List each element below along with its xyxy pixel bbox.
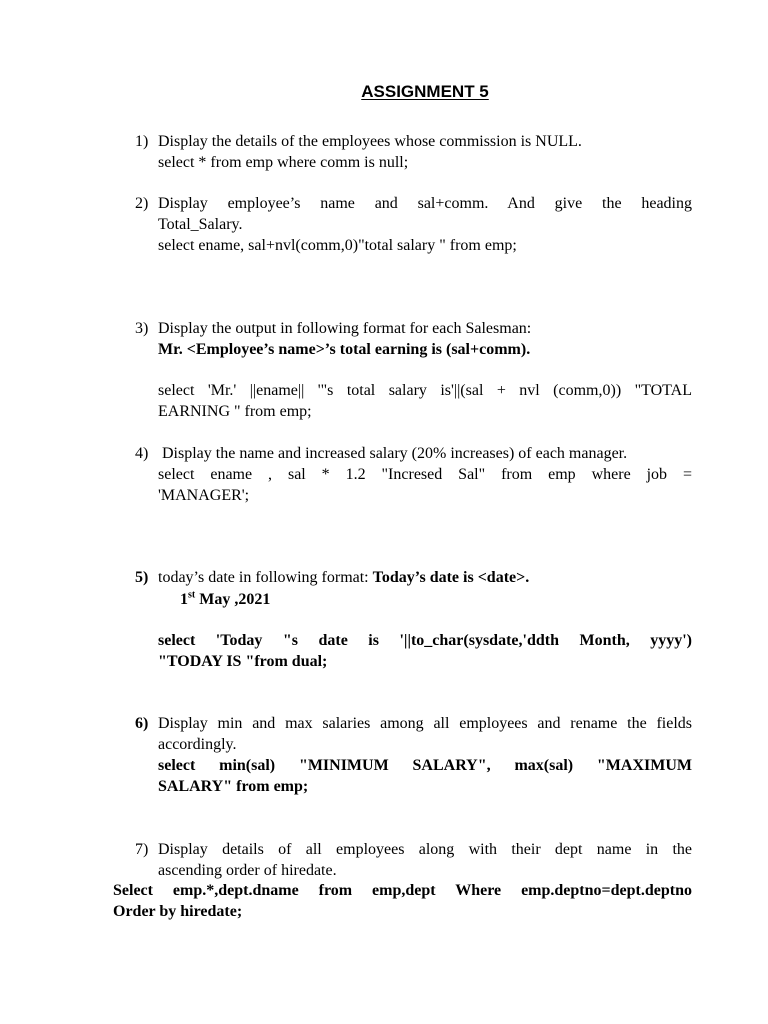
- q2-number: 2): [135, 195, 149, 212]
- page-title: ASSIGNMENT 5: [361, 82, 489, 101]
- q7-answer-line1: Select emp.*,dept.dname from emp,dept Where emp.deptno=dept.deptno: [113, 882, 692, 899]
- q5-example-sup: st: [188, 589, 196, 601]
- q5-question: [158, 568, 529, 588]
- q1-answer: select * from emp where comm is null;: [158, 154, 409, 171]
- q2-question-line1: Display employee’s name and sal+comm. And give the heading: [158, 195, 692, 212]
- q4-number: 4): [135, 445, 149, 462]
- q6-question-line1: Display min and max salaries among all employees and rename the fields: [158, 715, 692, 732]
- q6-question-line2: accordingly.: [158, 736, 237, 753]
- q2-question-line2: Total_Salary.: [158, 216, 243, 233]
- q4-answer-line2: 'MANAGER';: [158, 487, 250, 504]
- q6-number: 6): [135, 715, 149, 732]
- q3-question: Display the output in following format for each Salesman:: [158, 320, 532, 337]
- q5-number: 5): [135, 569, 149, 586]
- q4-answer-line1: select ename , sal * 1.2 "Incresed Sal" from emp where job =: [158, 466, 692, 483]
- q3-answer-line2: EARNING " from emp;: [158, 403, 312, 420]
- q5-example: [180, 590, 270, 610]
- q2-answer: select ename, sal+nvl(comm,0)"total salary " from emp;: [158, 237, 517, 254]
- q5-question-bold: Today’s date is <date>.: [372, 569, 530, 586]
- q5-example-day: 1: [180, 591, 188, 608]
- q3-answer-line1: select 'Mr.' ||ename|| '"s total salary is'||(sal + nvl (comm,0)) "TOTAL: [158, 382, 692, 399]
- q7-answer-line2: Order by hiredate;: [113, 903, 243, 920]
- q5-example-rest: May ,2021: [195, 591, 271, 608]
- q1-question: Display the details of the employees whose commission is NULL.: [158, 133, 582, 150]
- q5-question-plain: today’s date in following format:: [158, 569, 373, 586]
- q7-question-line2: ascending order of hiredate.: [158, 862, 337, 879]
- q7-question-line1: Display details of all employees along with their dept name in the: [158, 841, 692, 858]
- q3-format: Mr. <Employee’s name>’s total earning is (sal+comm).: [158, 341, 531, 358]
- q7-number: 7): [135, 841, 149, 858]
- q5-answer-line2: "TODAY IS "from dual;: [158, 653, 328, 670]
- q3-number: 3): [135, 320, 149, 337]
- q1-number: 1): [135, 133, 149, 150]
- q5-answer-line1: select 'Today "s date is '||to_char(sysdate,'ddth Month, yyyy'): [158, 632, 692, 649]
- q6-answer-line1: select min(sal) "MINIMUM SALARY", max(sal) "MAXIMUM: [158, 757, 692, 774]
- q6-answer-line2: SALARY" from emp;: [158, 778, 309, 795]
- q4-question: Display the name and increased salary (20% increases) of each manager.: [162, 445, 628, 462]
